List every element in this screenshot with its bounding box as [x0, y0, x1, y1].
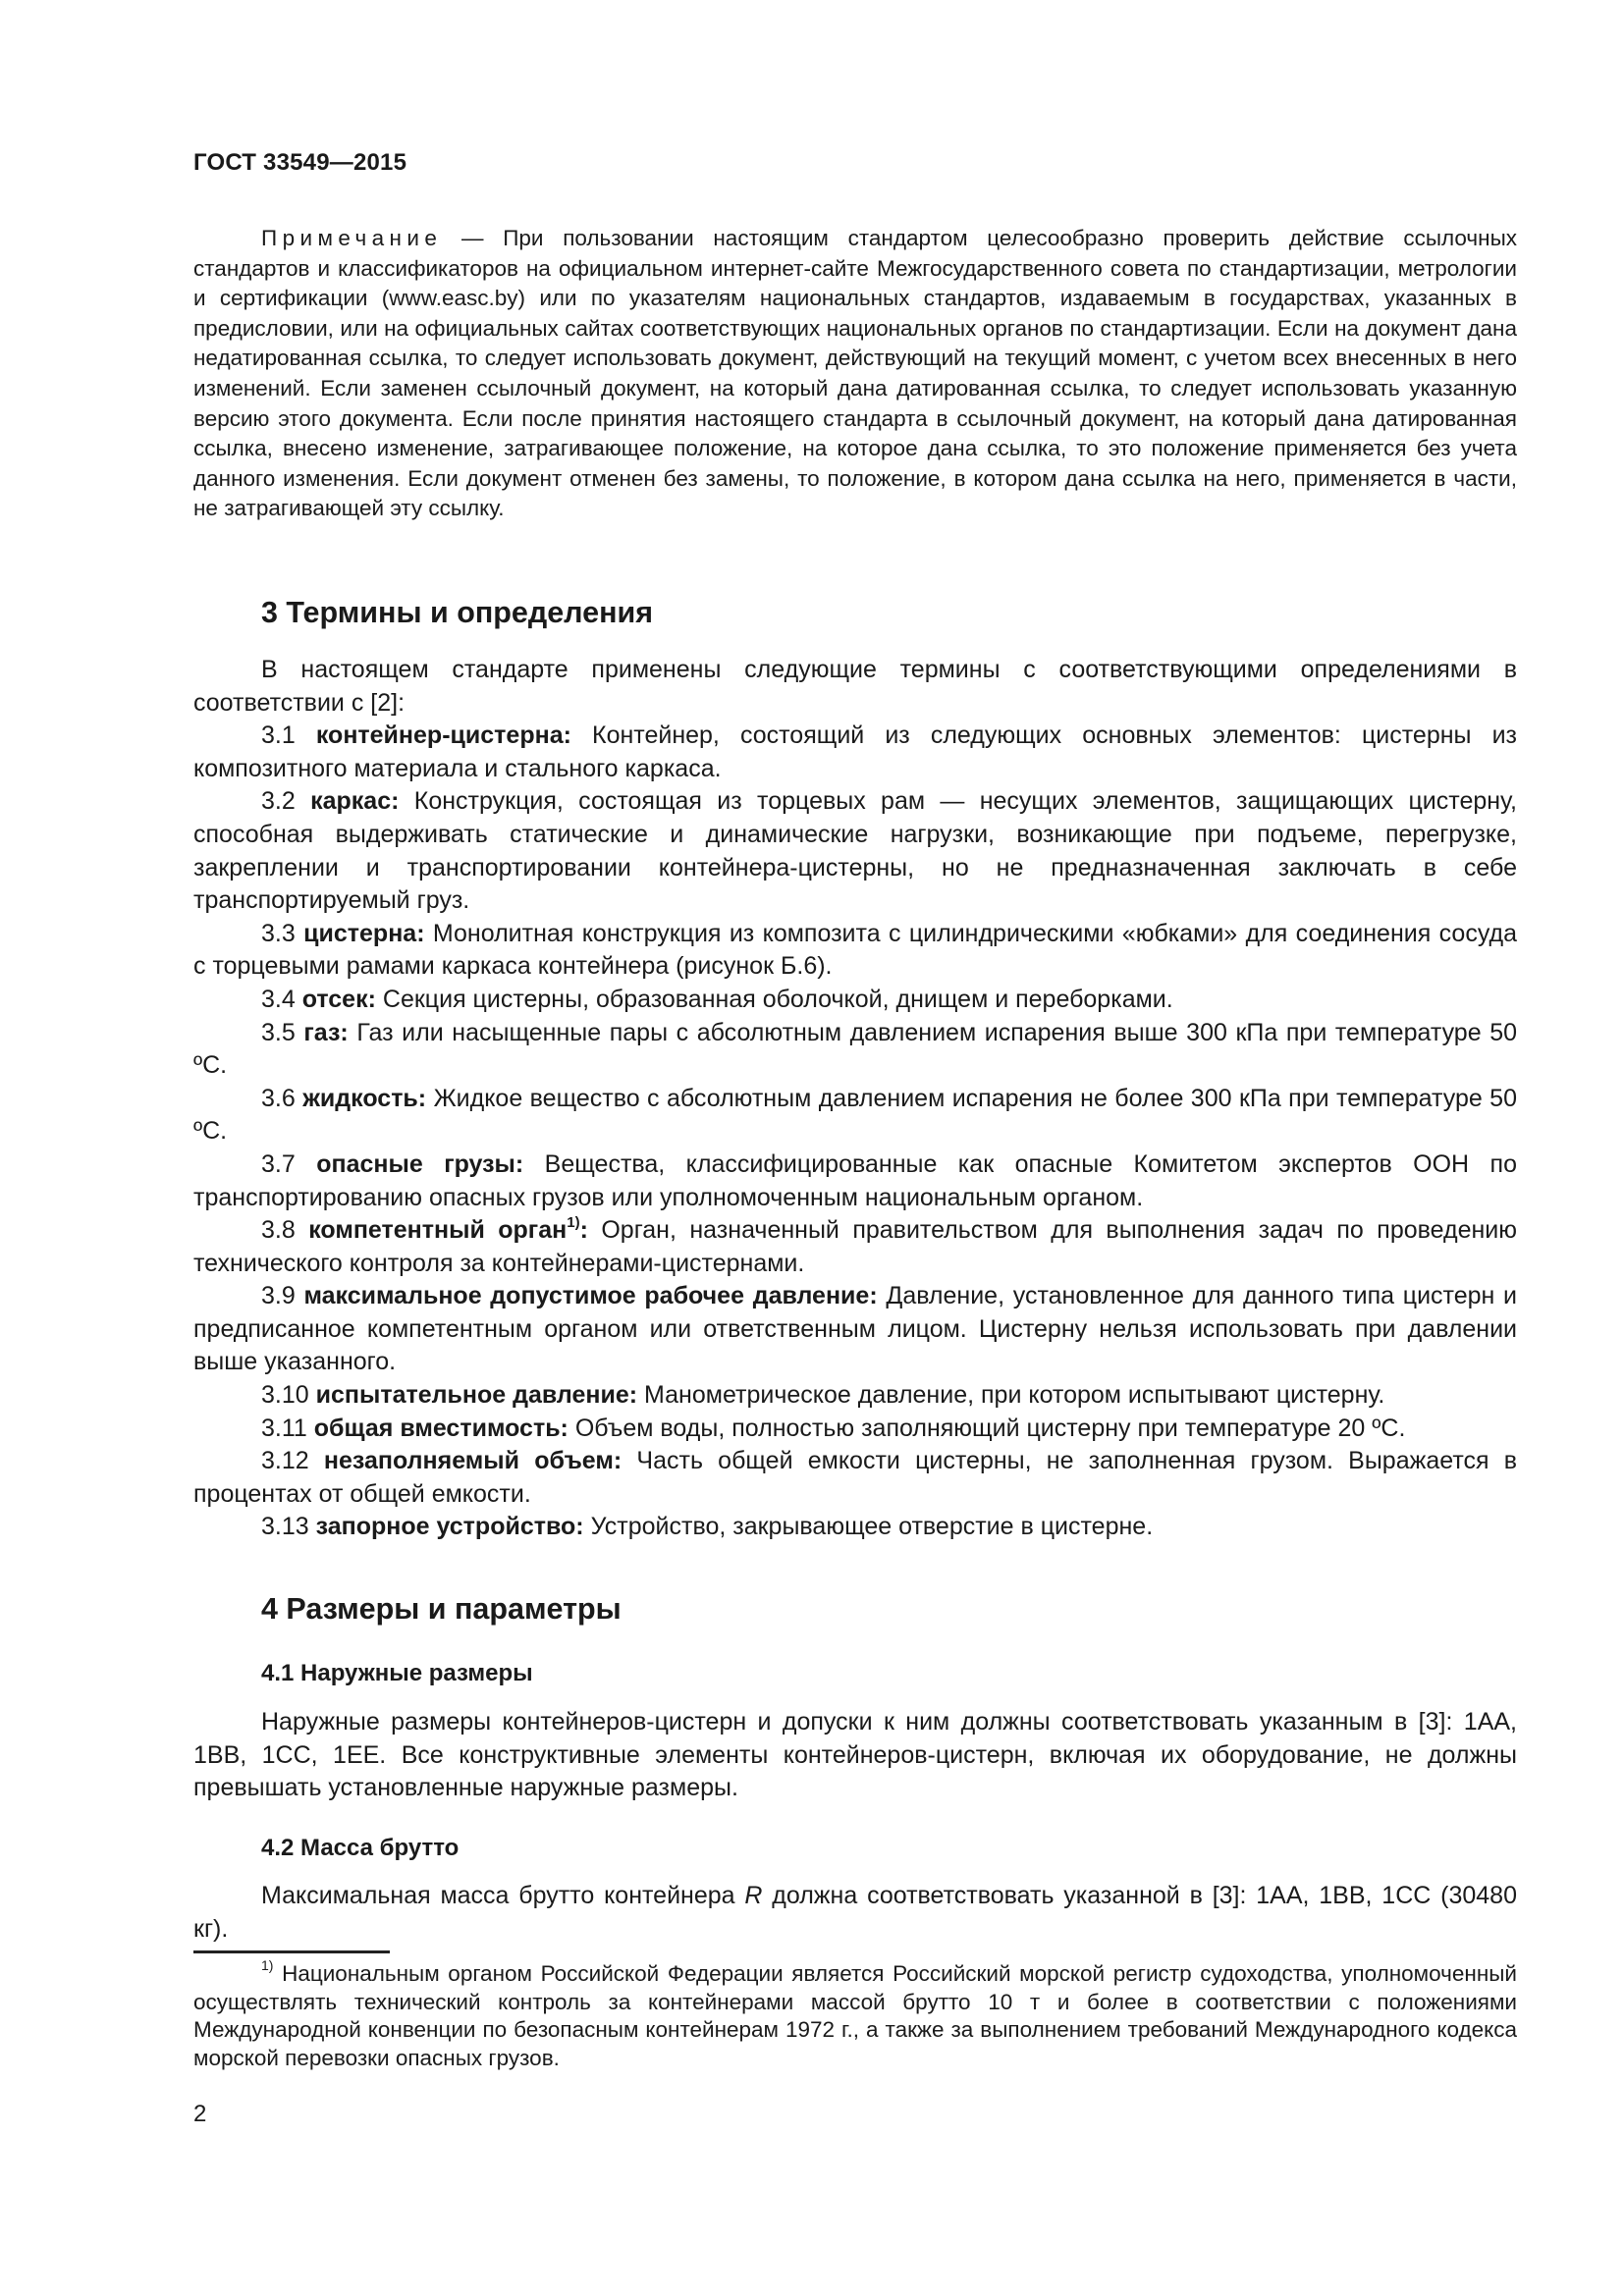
note-paragraph [193, 224, 1517, 524]
section-4-2-text [193, 1880, 1517, 1946]
term-3-3 [193, 918, 1517, 984]
page-number: 2 [193, 2101, 207, 2127]
footnote-divider [193, 1950, 390, 1953]
term-3-10 [193, 1379, 1517, 1413]
term-3-1 [193, 720, 1517, 785]
footnote-body: Национальным органом Российской Федерации является Российский морской регистр судоходства, уполномоченный осуществлять технический контроль за контейнерами массой брутто 10 т и более в соответствии с положениями Международной конвенции по безопасным контейнерам 1972 г., а также за выполнением требований Международного кодекса морской перевозки опасных грузов. [193, 1961, 1517, 2070]
symbol-r: R [744, 1882, 763, 1909]
term-definition: Давление, установленное для данного типа цистерн и предписанное компетентным органом или ответственным лицом. Цистерну нельзя использовать при давлении выше указанного. [193, 1282, 1517, 1376]
section-4 [193, 1589, 1517, 1629]
term-definition: Объем воды, полностью заполняющий цистерну при температуре 20 ºС. [568, 1414, 1406, 1442]
text-segment: Максимальная масса брутто контейнера [261, 1882, 745, 1909]
term-definition: Устройство, закрывающее отверстие в цистерне. [583, 1513, 1154, 1541]
section-4-2-heading: 4.2 Масса брутто [261, 1835, 460, 1861]
note-text: — При пользовании настоящим стандартом целесообразно проверить действие ссылочных стандартов и классификаторов на официальном интернет-сайте Межгосударственного совета по стандартизации, метрологии и сертификации (www.easc.by) или по указателям национальных стандартов, издаваемым в государствах, указанных в предисловии, или на официальных сайтах соответствующих национальных органов по стандартизации. Если на документ дана недатированная ссылка, то следует использовать документ, действующий на текущий момент, с учетом всех внесенных в него изменений. Если заменен ссылочный документ, на который дана датированная ссылка, то следует использовать указанную версию этого документа. Если после принятия настоящего стандарта в ссылочный документ, на который дана датированная ссылка, внесено изменение, затрагивающее положение, на которое дана ссылка, то это положение применяется без учета данного изменения. Если документ отменен без замены, то положение, в котором дана ссылка на него, применяется в части, не затрагивающей эту ссылку. [193, 226, 1517, 521]
term-3-7 [193, 1148, 1517, 1214]
term-number: 3.2 [261, 787, 296, 816]
term-name: цистерна: [303, 919, 425, 947]
term-3-6 [193, 1083, 1517, 1148]
term-name: отсек: [301, 985, 376, 1013]
term-number: 3.9 [261, 1282, 296, 1310]
term-name: испытательное давление: [315, 1381, 638, 1410]
term-3-11 [193, 1413, 1517, 1446]
term-3-4 [193, 984, 1517, 1017]
section-4-2 [193, 1833, 1517, 1864]
section-4-heading: 4 Размеры и параметры [261, 1592, 622, 1626]
term-name: контейнер-цистерна: [315, 721, 571, 750]
section-4-1-heading: 4.1 Наружные размеры [261, 1660, 533, 1686]
term-name: опасные грузы: [316, 1149, 524, 1178]
term-definition: Орган, назначенный правительством для выполнения задач по проведению технического контроля за контейнерами-цистернами. [193, 1216, 1517, 1277]
document-header: ГОСТ 33549—2015 [193, 149, 407, 176]
term-number: 3.10 [261, 1381, 309, 1410]
term-number: 3.13 [261, 1513, 309, 1541]
term-name: общая вместимость: [313, 1414, 568, 1442]
term-name [308, 1213, 588, 1245]
term-name-text: компетентный орган [308, 1216, 568, 1245]
term-3-8 [193, 1214, 1517, 1280]
term-number: 3.8 [261, 1216, 296, 1245]
section-3-heading: 3 Термины и определения [261, 596, 654, 629]
term-definition: Монолитная конструкция из композита с цилиндрическими «юбками» для соединения сосуда с торцевыми рамами каркаса контейнера (рисунок Б.6). [193, 919, 1517, 981]
footnote [193, 1956, 1517, 2072]
term-name: жидкость: [302, 1084, 427, 1112]
section-4-1-body [193, 1706, 1517, 1805]
term-definition: Конструкция, состоящая из торцевых рам — несущих элементов, защищающих цистерну, способная выдерживать статические и динамические нагрузки, возникающие при подъеме, перегрузке, закреплении и транспортировании контейнера-цистерны, но не предназначенная заключать в себе транспортируемый груз. [193, 787, 1518, 915]
term-definition: Часть общей емкости цистерны, не заполненная грузом. Выражается в процентах от общей емкости. [193, 1447, 1518, 1508]
footnote-reference: 1) [567, 1213, 580, 1231]
note-label: Примечание [261, 226, 443, 250]
term-number: 3.3 [261, 919, 296, 947]
term-name: каркас: [310, 787, 400, 816]
term-number: 3.4 [261, 985, 296, 1013]
term-number: 3.5 [261, 1018, 296, 1046]
term-number: 3.7 [261, 1149, 296, 1178]
term-name: газ: [303, 1018, 349, 1046]
term-number: 3.1 [261, 721, 296, 750]
term-definition: Контейнер, состоящий из следующих основных элементов: цистерны из композитного материала и стального каркаса. [193, 721, 1518, 782]
term-name: незаполняемый объем: [323, 1447, 623, 1475]
term-number: 3.6 [261, 1084, 296, 1112]
term-3-5 [193, 1017, 1517, 1083]
section-4-1 [193, 1658, 1517, 1689]
term-3-9 [193, 1280, 1517, 1379]
term-3-2 [193, 785, 1517, 917]
term-definition: Манометрическое давление, при котором испытывают цистерну. [637, 1381, 1385, 1410]
section-4-2-body [193, 1880, 1517, 1946]
term-number: 3.12 [261, 1447, 309, 1475]
term-3-12 [193, 1445, 1517, 1511]
footnote-marker: 1) [261, 1956, 274, 1973]
term-definition: Жидкое вещество с абсолютным давлением испарения не более 300 кПа при температуре 50 ºС. [193, 1084, 1517, 1146]
term-definition: Секция цистерны, образованная оболочкой, днищем и переборками. [375, 985, 1173, 1013]
term-name: запорное устройство: [315, 1513, 584, 1541]
term-definition: Вещества, классифицированные как опасные Комитетом экспертов ООН по транспортированию опасных грузов или уполномоченным национальным органом. [193, 1149, 1517, 1211]
term-3-13 [193, 1511, 1517, 1544]
text-segment: должна соответствовать указанной в [3]: 1АА, 1ВВ, 1СС (30480 кг). [193, 1882, 1517, 1943]
term-number: 3.11 [261, 1414, 307, 1442]
section-3 [193, 593, 1517, 632]
term-name-tail: : [579, 1216, 588, 1245]
section-3-body [193, 654, 1517, 1544]
section-3-intro: В настоящем стандарте применены следующие термины с соответствующими определениями в соответствии с [2]: [193, 656, 1517, 717]
section-4-1-text: Наружные размеры контейнеров-цистерн и допуски к ним должны соответствовать указанным в [3]: 1АА, 1ВВ, 1СС, 1ЕЕ. Все конструктивные элементы контейнеров-цистерн, включая их оборудование, не должны превышать установленные наружные размеры. [193, 1708, 1517, 1802]
term-definition: Газ или насыщенные пары с абсолютным давлением испарения выше 300 кПа при температуре 50 ºС. [193, 1018, 1517, 1080]
note-indent [193, 226, 261, 250]
term-name: максимальное допустимое рабочее давление: [303, 1282, 878, 1310]
footnote-text [193, 1956, 1517, 2072]
